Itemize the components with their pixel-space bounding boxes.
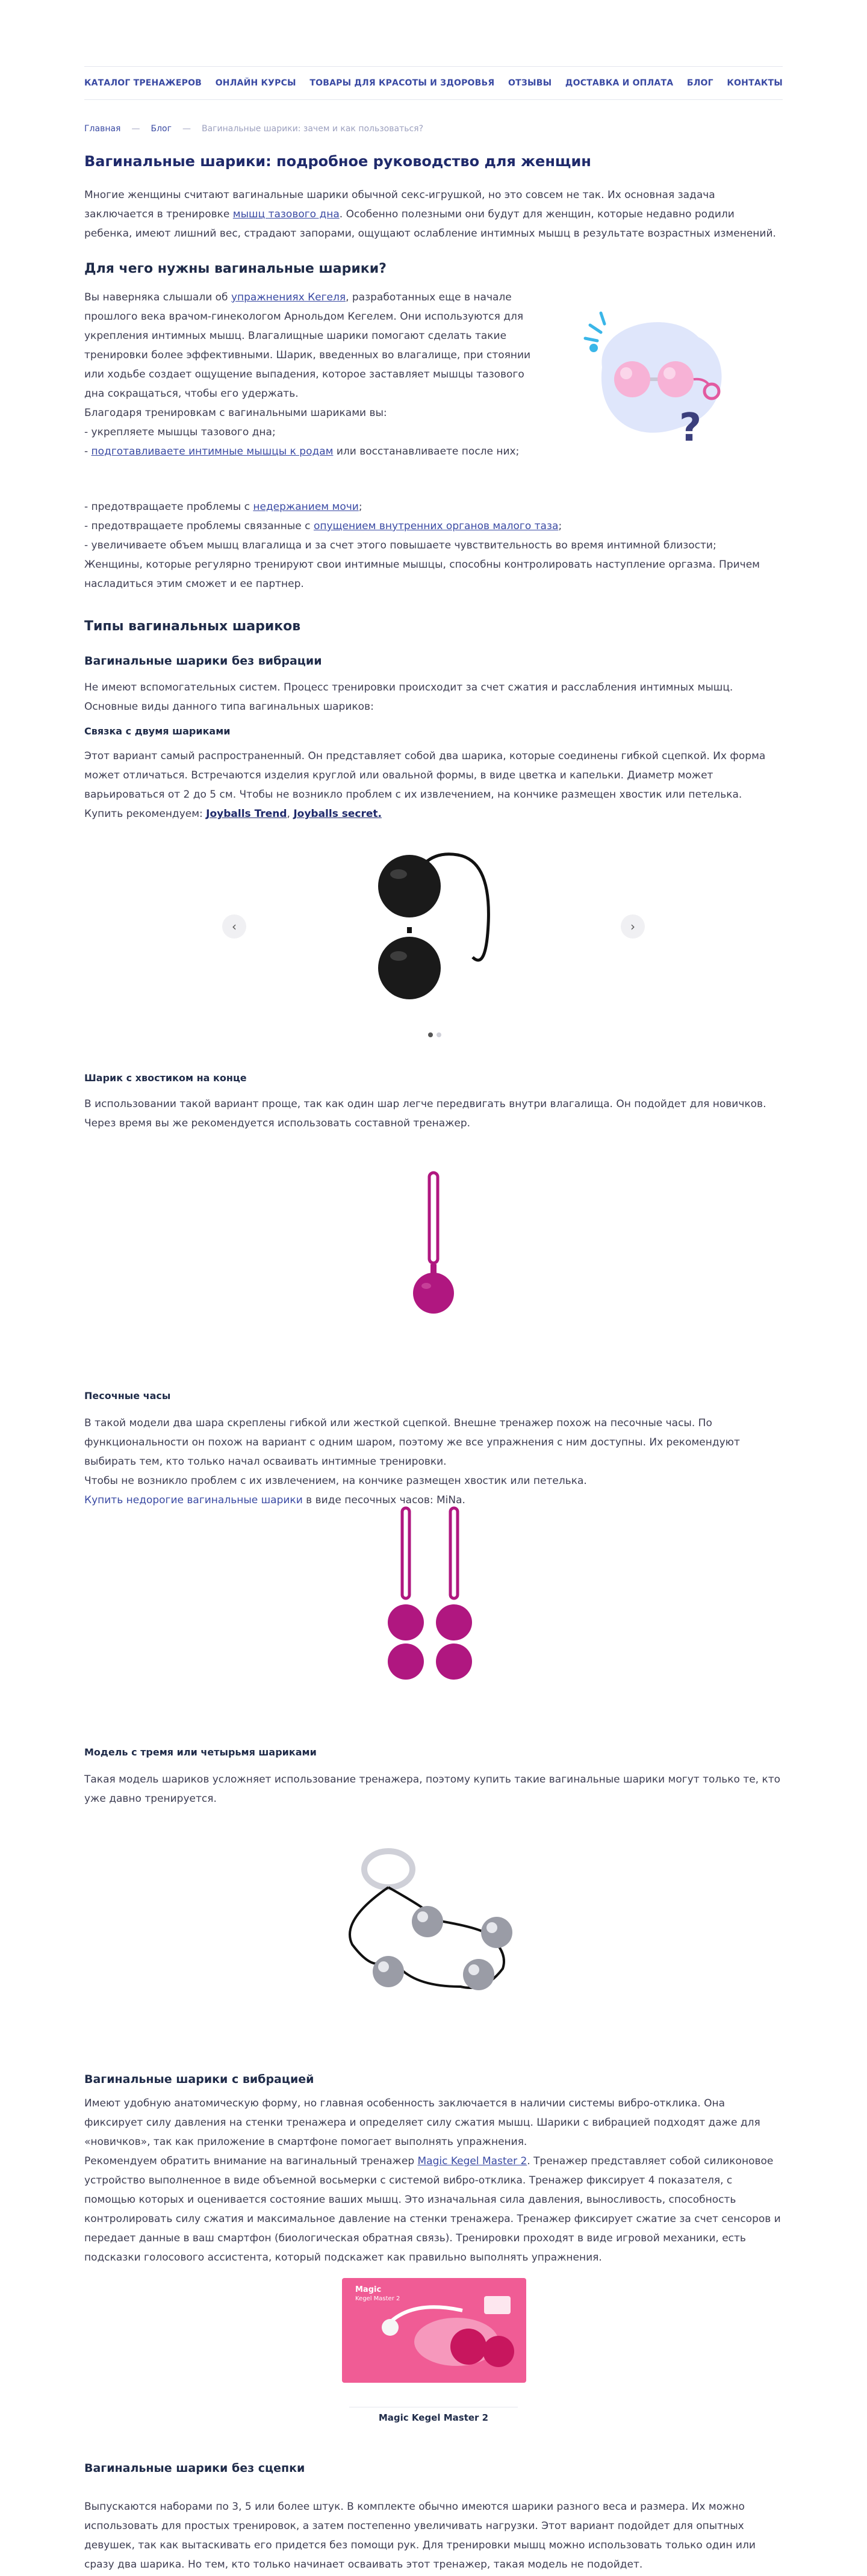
nav-beauty[interactable]: ТОВАРЫ ДЛЯ КРАСОТЫ И ЗДОРОВЬЯ [309,78,495,88]
benefit-item [84,442,542,461]
breadcrumb-separator: — [182,124,191,134]
text: . Тренажер представляет собой силиконовое устройство выполненное в виде объемной восьмерки с системой вибро-отклика. Тренажер фиксирует 4 показателя, с помощью которых и оценивается состояние ваших мышц. Это изначальная сила давления, выносливость, способность контролировать силу сжатия и максимальное давление на стенки тренажера. Тренажер фиксирует сжатие за счет сенсоров и передает данные в ваш смартфон (биологическая обратная связь). Тренировки проходят в виде игровой механики, есть подсказки голосового ассистента, который подскажет как правильно выполнять упражнения. [84,2155,781,2264]
why-text-continued [84,497,783,594]
chevron-right-icon: › [630,919,635,934]
multi-ball-heading: Модель с тремя или четырьмя шариками [84,1746,317,1758]
text: ; [358,501,362,513]
slider-next-button[interactable] [621,914,645,939]
text: в виде песочных часов: MiNa. [302,1494,465,1506]
intro-paragraph [84,185,783,243]
kegel-balls-illustration [578,301,741,458]
no-vibration-paragraph: Основные виды данного типа вагинальных шариков: [84,701,374,713]
cheap-balls-link[interactable]: Купить недорогие вагинальные шарики [84,1494,303,1506]
types-heading: Типы вагинальных шариков [84,619,301,634]
magic-kegel-link[interactable]: Magic Kegel Master 2 [417,2155,527,2167]
hourglass-paragraph: В такой модели два шара скреплены гибкой или жесткой сцепкой. Внешне тренажер похож на песочные часы. По функциональности он похож на вариант с одним шаром, поэтому же все упражнения с ним доступны. Их рекомендуют выбирать тем, кто только начал осваивать интимные тренировки. [84,1417,740,1468]
text: Купить рекомендуем: [84,808,207,820]
breadcrumb [84,119,423,138]
hourglass-text [84,1414,783,1510]
text: , [287,808,294,820]
text: - [84,445,92,458]
intro-text: Многие женщины считают вагинальные шарики обычной секс-игрушкой, но это совсем не так. Их основная задача заключается в тренировке [84,189,715,220]
slider-dot[interactable] [437,1032,441,1037]
two-balls-paragraph: Этот вариант самый распространенный. Он представляет собой два шарика, которые соединены гибкой сцепкой. Их форма может отличаться. Встречаются изделия круглой или овальной формы, в виде цветка и капельки. Диаметр может варьироваться от 2 до 5 см. Чтобы не возникло проблем с их извлечением, на кончике размещен хвостик или петелька. [84,750,766,801]
kegel-exercises-link[interactable]: упражнениях Кегеля [231,291,346,303]
magic-kegel-caption: Magic Kegel Master 2 [378,2412,489,2423]
no-link-paragraph: Выпускаются наборами по 3, 5 или более штук. В комплекте обычно имеются шарики разного веса и размера. Их можно использовать для простых тренировок, а затем постепенно увеличивать нагрузки. Этот вариант подойдет для опытных девушек, так как вытаскивать его придется без помощи рук. Для тренировки мышц можно использовать только один или сразу два шарика. Но тем, кто только начинает осваивать этот тренажер, такая модель не подойдет. [84,2501,756,2571]
text: ; [558,520,562,532]
joyballs-trend-link[interactable]: Joyballs Trend [206,808,287,820]
vibration-heading: Вагинальные шарики с вибрацией [84,2073,314,2086]
nav-catalog[interactable]: КАТАЛОГ ТРЕНАЖЕРОВ [84,78,202,88]
breadcrumb-current: Вагинальные шарики: зачем и как пользоваться? [201,124,424,134]
no-vibration-text [84,678,783,716]
benefit-item: - укрепляете мышцы тазового дна; [84,426,276,438]
pelvic-floor-link[interactable]: мышц тазового дна [232,208,340,220]
incontinence-link[interactable]: недержанием мочи [253,501,359,513]
hourglass-heading: Песочные часы [84,1390,171,1401]
why-heading: Для чего нужны вагинальные шарики? [84,261,387,276]
breadcrumb-home[interactable]: Главная [84,124,121,134]
magic-kegel-image [342,2274,526,2383]
prepare-birth-link[interactable]: подготавливаете интимные мышцы к родам [91,445,334,458]
no-vibration-heading: Вагинальные шарики без вибрации [84,654,322,668]
box-brand-text: Magic [355,2285,382,2294]
tail-ball-paragraph: В использовании такой вариант проще, так как один шар легче передвигать внутри влагалища. Он подойдет для новичков. Через время вы же рекомендуется использовать составной тренажер. [84,1098,766,1129]
multi-ball-paragraph: Такая модель шариков усложняет использование тренажера, поэтому купить такие вагинальные шарики могут только те, кто уже давно тренируется. [84,1774,781,1805]
why-text [84,288,542,461]
nav-courses[interactable]: ОНЛАЙН КУРСЫ [215,78,296,88]
benefit-item: - увеличиваете объем мышц влагалища и за счет этого повышаете чувствительность во время интимной близости; [84,539,716,551]
benefit-item [84,517,783,536]
hourglass-trainer-image [373,1502,494,1707]
why-paragraph [84,288,542,403]
intro-text: . Особенно полезными они будут для женщин, которые недавно родили ребенка, имеют лишний вес, страдают запорами, ощущают ослабление интимных мышц в результате возрастных изменений. [84,208,776,240]
multi-ball-trainer-image [328,1842,545,2005]
benefit-item [84,497,783,517]
recommend-line [84,804,783,824]
vibration-text [84,2094,783,2267]
page-title: Вагинальные шарики: подробное руководство для женщин [84,153,591,170]
two-balls-heading: Связка с двумя шариками [84,725,231,737]
nav-blog[interactable]: БЛОГ [686,78,713,88]
why-benefits-intro: Благодаря тренировкам с вагинальными шариками вы: [84,407,387,419]
breadcrumb-blog[interactable]: Блог [151,124,172,134]
text: , разработанных еще в начале прошлого века врачом-гинекологом Арнольдом Кегелем. Они используются для укрепления интимных мышц. Влагалищные шарики помогают сделать такие тренировки более эффективными. Шарик, введенных во влагалище, при стоянии или ходьбе создает ощущение выпадения, которое заставляет мышцы тазового дна сокращаться, чтобы его удержать. [84,291,531,400]
why-conclusion: Женщины, которые регулярно тренируют свои интимные мышцы, способны контролировать наступление оргазма. Причем насладиться этим сможет и ее партнер. [84,559,760,590]
main-nav [84,66,783,100]
hourglass-paragraph: Чтобы не возникло проблем с их извлечением, на кончике размещен хвостик или петелька. [84,1475,587,1487]
nav-reviews[interactable]: ОТЗЫВЫ [508,78,552,88]
tail-ball-heading: Шарик с хвостиком на конце [84,1072,247,1084]
vibration-paragraph [84,2152,783,2267]
breadcrumb-separator: — [131,124,140,134]
text: Рекомендуем обратить внимание на вагинальный тренажер [84,2155,418,2167]
chevron-left-icon: ‹ [232,919,237,934]
no-link-heading: Вагинальные шарики без сцепки [84,2462,305,2475]
nav-delivery[interactable]: ДОСТАВКА И ОПЛАТА [565,78,674,88]
svg-text:?: ? [679,406,702,450]
joyballs-secret-link[interactable]: Joyballs secret. [293,808,382,820]
slider-dot-active[interactable] [428,1032,433,1037]
slider-prev-button[interactable] [222,914,246,939]
text: или восстанавливаете после них; [333,445,520,458]
no-vibration-paragraph: Не имеют вспомогательных систем. Процесс тренировки происходит за счет сжатия и расслабления интимных мышц. [84,681,733,694]
text: Вы наверняка слышали об [84,291,231,303]
prolapse-link[interactable]: опущением внутренних органов малого таза [313,520,559,532]
nav-contacts[interactable]: КОНТАКТЫ [727,78,783,88]
two-ball-trainer-image [367,843,500,1005]
box-model-text: Kegel Master 2 [355,2295,400,2302]
text: - предотвращаете проблемы связанные с [84,520,314,532]
single-ball-trainer-image [403,1168,464,1318]
text: - предотвращаете проблемы с [84,501,253,513]
two-balls-text [84,746,783,824]
vibration-paragraph: Имеют удобную анатомическую форму, но главная особенность заключается в наличии системы вибро-отклика. Она фиксирует силу давления на стенки тренажера и определяет силу сжатия мышц. Шарики с вибрацией подходят даже для «новичков», так как приложение в смартфоне помогает выполнять упражнения. [84,2097,760,2148]
